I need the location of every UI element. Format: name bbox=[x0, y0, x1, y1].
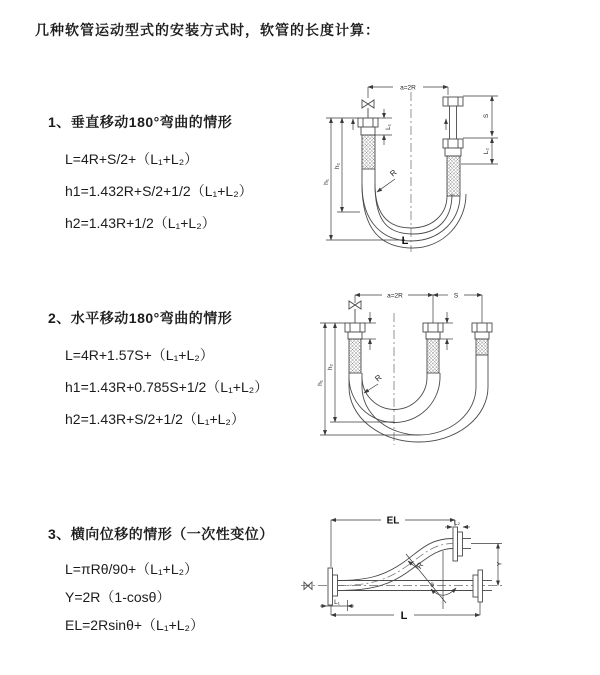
length-label: L bbox=[401, 235, 409, 247]
diagram-lateral-displacement bbox=[295, 505, 555, 645]
section-2-formulas bbox=[65, 339, 268, 435]
s-label: S bbox=[453, 292, 459, 300]
radius-leader bbox=[377, 168, 399, 192]
dimension-s bbox=[463, 96, 498, 138]
l2-label: L₂ bbox=[483, 147, 490, 155]
diagram-horizontal-180-bend bbox=[300, 283, 535, 455]
dimension-a2r bbox=[368, 85, 448, 99]
radius-leader bbox=[364, 373, 384, 393]
dimension-l2 bbox=[445, 520, 470, 528]
section-lateral-displacement bbox=[48, 524, 274, 639]
h2-label: h₂ bbox=[327, 363, 334, 371]
l2-label: L₂ bbox=[453, 519, 461, 527]
right-flange bbox=[473, 570, 492, 602]
s-curve-hose bbox=[338, 539, 454, 591]
y-label: Y bbox=[496, 561, 504, 567]
section-3-formulas bbox=[65, 555, 274, 639]
formula-h2: h2=1.43R+S/2+1/2（L₁+L₂） bbox=[65, 411, 245, 427]
formula-l: L=4R+1.57S+（L₁+L₂） bbox=[65, 347, 214, 363]
length-label: L bbox=[400, 610, 408, 622]
dimension-l bbox=[331, 602, 480, 622]
valve-icon bbox=[349, 301, 361, 323]
right-end-fitting bbox=[443, 97, 463, 196]
h1-label: h₁ bbox=[317, 380, 324, 386]
dimension-h1 bbox=[317, 323, 418, 435]
s-label: S bbox=[483, 113, 490, 119]
section-1-heading: 1、垂直移动180°弯曲的情形 bbox=[48, 114, 233, 130]
formula-h2: h2=1.43R+1/2（L₁+L₂） bbox=[65, 215, 216, 231]
r-label: R bbox=[373, 372, 384, 384]
dimension-l1 bbox=[320, 599, 354, 611]
a2r-label: a=2R bbox=[400, 84, 416, 92]
hose-u-bends bbox=[349, 377, 488, 442]
page-title: 几种软管运动型式的安装方式时，软管的长度计算： bbox=[35, 22, 380, 38]
angle-construction bbox=[406, 551, 456, 609]
dimension-s bbox=[433, 293, 482, 300]
l1-label: L₁ bbox=[334, 599, 340, 606]
section-2-heading: 2、水平移动180°弯曲的情形 bbox=[48, 310, 233, 326]
r-label: R bbox=[414, 560, 426, 571]
dimension-l2 bbox=[461, 138, 498, 164]
radius-leader bbox=[408, 560, 425, 570]
a2r-label: a=2R bbox=[387, 292, 403, 300]
dimension-h2 bbox=[334, 118, 360, 212]
displaced-flange bbox=[453, 527, 471, 561]
formula-l: L=πRθ/90+（L₁+L₂） bbox=[65, 561, 199, 577]
section-horizontal-movement bbox=[48, 308, 268, 435]
formula-el: EL=2Rsinθ+（L₁+L₂） bbox=[65, 617, 204, 633]
left-end-fitting bbox=[358, 118, 378, 184]
moved-end-fitting bbox=[472, 323, 492, 387]
dimension-a2r bbox=[355, 293, 482, 324]
section-3-heading: 3、横向位移的情形（一次性变位） bbox=[48, 526, 274, 542]
r-label: R bbox=[388, 167, 399, 179]
formula-h1: h1=1.43R+0.785S+1/2（L₁+L₂） bbox=[65, 379, 269, 395]
el-label: EL bbox=[386, 515, 400, 527]
section-vertical-movement bbox=[48, 112, 253, 239]
valve-icon bbox=[362, 100, 374, 118]
formula-y: Y=2R（1-cosθ） bbox=[65, 589, 171, 605]
section-1-formulas bbox=[65, 143, 253, 239]
h1-label: h₁ bbox=[323, 179, 330, 185]
theta-label: θ bbox=[430, 582, 434, 589]
diagram-vertical-180-bend bbox=[300, 72, 535, 262]
l1-label: L₁ bbox=[385, 124, 392, 130]
middle-end-fitting bbox=[423, 323, 443, 377]
h2-label: h₂ bbox=[334, 162, 341, 170]
formula-h1: h1=1.432R+S/2+1/2（L₁+L₂） bbox=[65, 183, 253, 199]
formula-l: L=4R+S/2+（L₁+L₂） bbox=[65, 151, 199, 167]
